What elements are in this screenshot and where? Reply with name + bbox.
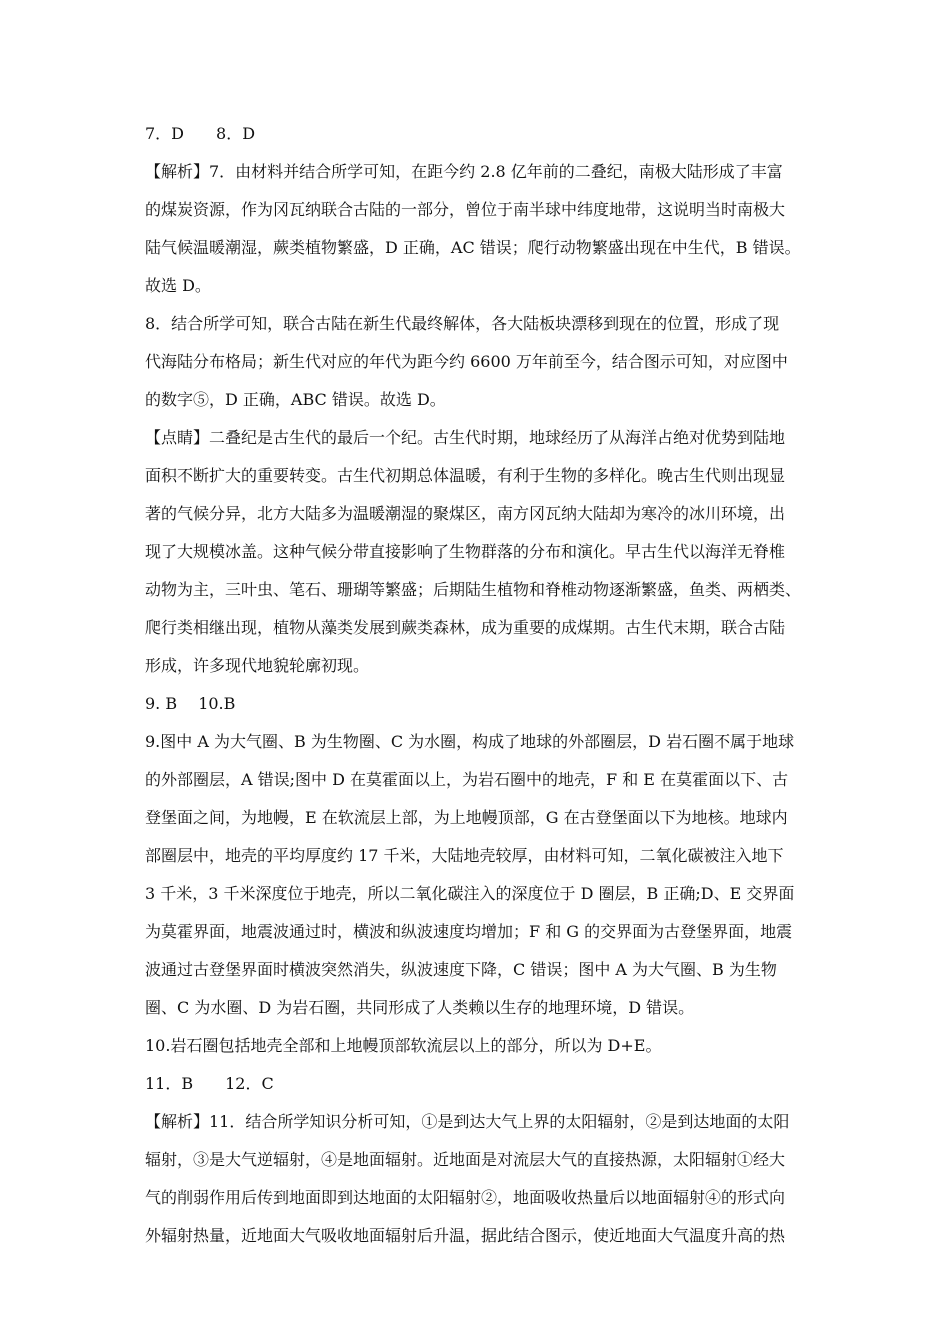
text-line: 圈、C 为水圈、D 为岩石圈，共同形成了人类赖以生存的地理环境，D 错误。 — [145, 998, 695, 1017]
text-line: 外辐射热量，近地面大气吸收地面辐射后升温，据此结合图示，使近地面大气温度升高的热 — [145, 1226, 786, 1245]
text-line: 故选 D。 — [145, 276, 211, 295]
text-line: 9.图中 A 为大气圈、B 为生物圈、C 为水圈，构成了地球的外部圈层，D 岩石圈不属于地球 — [145, 732, 795, 751]
text-line: 的外部圈层，A 错误;图中 D 在莫霍面以上，为岩石圈中的地壳，F 和 E 在莫霍面以下、古 — [145, 770, 789, 789]
text-line: 气的削弱作用后传到地面即到达地面的太阳辐射②，地面吸收热量后以地面辐射④的形式向 — [145, 1188, 786, 1207]
text-line: 8．结合所学可知，联合古陆在新生代最终解体，各大陆板块漂移到现在的位置，形成了现 — [145, 314, 780, 333]
text-line: 的煤炭资源，作为冈瓦纳联合古陆的一部分，曾位于南半球中纬度地带，这说明当时南极大 — [145, 200, 786, 219]
text-line: 著的气候分异，北方大陆多为温暖潮湿的聚煤区，南方冈瓦纳大陆却为寒冷的冰川环境，出 — [145, 504, 786, 523]
text-line: 为莫霍界面，地震波通过时，横波和纵波速度均增加；F 和 G 的交界面为古登堡界面，地震 — [145, 922, 793, 941]
text-line: 登堡面之间，为地幔，E 在软流层上部，为上地幔顶部，G 在古登堡面以下为地核。地球内 — [145, 808, 788, 827]
text-line: 辐射，③是大气逆辐射，④是地面辐射。近地面是对流层大气的直接热源，太阳辐射①经大 — [145, 1150, 786, 1169]
text-line: 代海陆分布格局；新生代对应的年代为距今约 6600 万年前至今，结合图示可知，对应图中 — [145, 352, 788, 371]
text-line: 面积不断扩大的重要转变。古生代初期总体温暖，有利于生物的多样化。晚古生代则出现显 — [145, 466, 786, 485]
text-line: 形成，许多现代地貌轮廓初现。 — [145, 656, 370, 675]
text-line: 3 千米，3 千米深度位于地壳，所以二氧化碳注入的深度位于 D 圈层，B 正确;D、E 交界面 — [145, 884, 795, 903]
text-line: 现了大规模冰盖。这种气候分带直接影响了生物群落的分布和演化。早古生代以海洋无脊椎 — [145, 542, 786, 561]
text-line: 11．B 12．C — [145, 1074, 274, 1093]
text-line: 【解析】11．结合所学知识分析可知，①是到达大气上界的太阳辐射，②是到达地面的太阳 — [145, 1112, 790, 1131]
text-line: 部圈层中，地壳的平均厚度约 17 千米，大陆地壳较厚，由材料可知，二氧化碳被注入地下 — [145, 846, 784, 865]
text-line: 的数字⑤，D 正确，ABC 错误。故选 D。 — [145, 390, 446, 409]
text-line: 7．D 8．D — [145, 124, 256, 143]
text-line: 9. B 10.B — [145, 694, 236, 713]
text-line: 动物为主，三叶虫、笔石、珊瑚等繁盛；后期陆生植物和脊椎动物逐渐繁盛，鱼类、两栖类、 — [145, 580, 802, 599]
text-line: 【解析】7．由材料并结合所学可知，在距今约 2.8 亿年前的二叠纪，南极大陆形成了丰富 — [145, 162, 783, 181]
text-line: 波通过古登堡界面时横波突然消失，纵波速度下降，C 错误；图中 A 为大气圈、B 为生物 — [145, 960, 777, 979]
text-line: 陆气候温暖潮湿，蕨类植物繁盛，D 正确，AC 错误；爬行动物繁盛出现在中生代，B 错误。 — [145, 238, 801, 257]
text-line: 10.岩石圈包括地壳全部和上地幔顶部软流层以上的部分，所以为 D+E。 — [145, 1036, 662, 1055]
text-line: 爬行类相继出现，植物从藻类发展到蕨类森林，成为重要的成煤期。古生代末期，联合古陆 — [145, 618, 786, 637]
text-line: 【点睛】二叠纪是古生代的最后一个纪。古生代时期，地球经历了从海洋占绝对优势到陆地 — [145, 428, 786, 447]
